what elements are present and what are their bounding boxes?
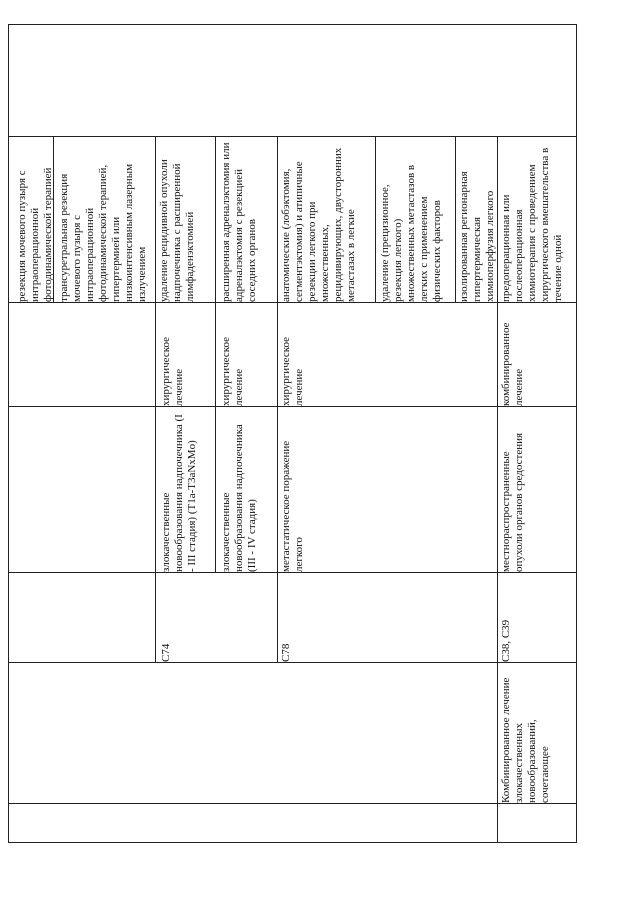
row-separator <box>215 136 216 573</box>
cell-diagnosis-c74-a: злокачественные новообразования надпочечника (I - III стадия) (T1a-T3aNxMo) <box>160 411 198 572</box>
cell-procedure-transurethral-resection: трансуретральная резекция мочевого пузыря с интраоперационной фотодинамической терапией, гипертермией или низкоинтенсивным лазерным излучением <box>58 161 148 302</box>
cell-treatment-c38: комбинированное лечение <box>500 319 525 406</box>
col-separator <box>8 662 577 663</box>
cell-diagnosis-c78: метастатическое поражение легкого <box>280 438 305 572</box>
table-border-bottom <box>8 842 577 843</box>
cell-procedure-bladder-resection: резекция мочевого пузыря с интраоперационной фотодинамической терапией <box>16 167 54 302</box>
cell-treatment-c78: хирургическое лечение <box>280 334 305 406</box>
row-separator <box>155 136 156 663</box>
col-separator <box>8 136 577 137</box>
cell-procedure-chemoperfusion: изолированная регионарная гипертермическая химиоперфузия легкого <box>458 168 496 302</box>
col-separator <box>8 302 577 303</box>
cell-procedure-recurrent-adrenal: удаление рецидивной опухоли надпочечника с расширенной лимфаденэктомией <box>158 156 196 302</box>
cell-procedure-chemotherapy: предоперационная или послеоперационная химиотерапия с проведением хирургического вмешательства в течение одной <box>500 145 564 302</box>
table-border-left <box>8 24 9 843</box>
table-border-top <box>8 24 577 25</box>
cell-section-title: Комбинированное лечение злокачественных новообразований, сочетающее <box>500 674 551 803</box>
row-separator <box>277 136 278 663</box>
col-separator <box>8 803 577 804</box>
col-separator <box>8 406 577 407</box>
table-border-right <box>576 24 577 843</box>
col-separator <box>8 572 577 573</box>
subrow-separator <box>375 136 376 303</box>
cell-procedure-extended-adrenalectomy: расширенная адреналэктомия или адреналэктомия с резекцией соседних органов <box>220 139 258 302</box>
subrow-separator <box>455 136 456 303</box>
cell-code-c74: C74 <box>160 643 172 662</box>
cell-diagnosis-c74-b: злокачественные новообразования надпочечника (III - IV стадия) <box>220 421 258 572</box>
cell-procedure-precision-removal: удаление (прецизионное, резекция легкого) множественных метастазов в легких с применением физических факторов <box>379 162 443 302</box>
cell-treatment-c74-a: хирургическое лечение <box>160 334 185 406</box>
cell-treatment-c74-b: хирургическое лечение <box>220 334 245 406</box>
cell-procedure-lung-resections: анатомические (лобэктомия, сегментэктомия) и атипичные резекции легкого при множественных, рецидивирующих, двусторонних метастазах в легкие <box>280 144 357 302</box>
row-separator <box>497 136 498 843</box>
cell-code-c38: C38, C39 <box>500 619 512 662</box>
cell-diagnosis-c38: местнораспространенные опухоли органов средостения <box>500 432 525 572</box>
cell-code-c78: C78 <box>280 643 292 662</box>
